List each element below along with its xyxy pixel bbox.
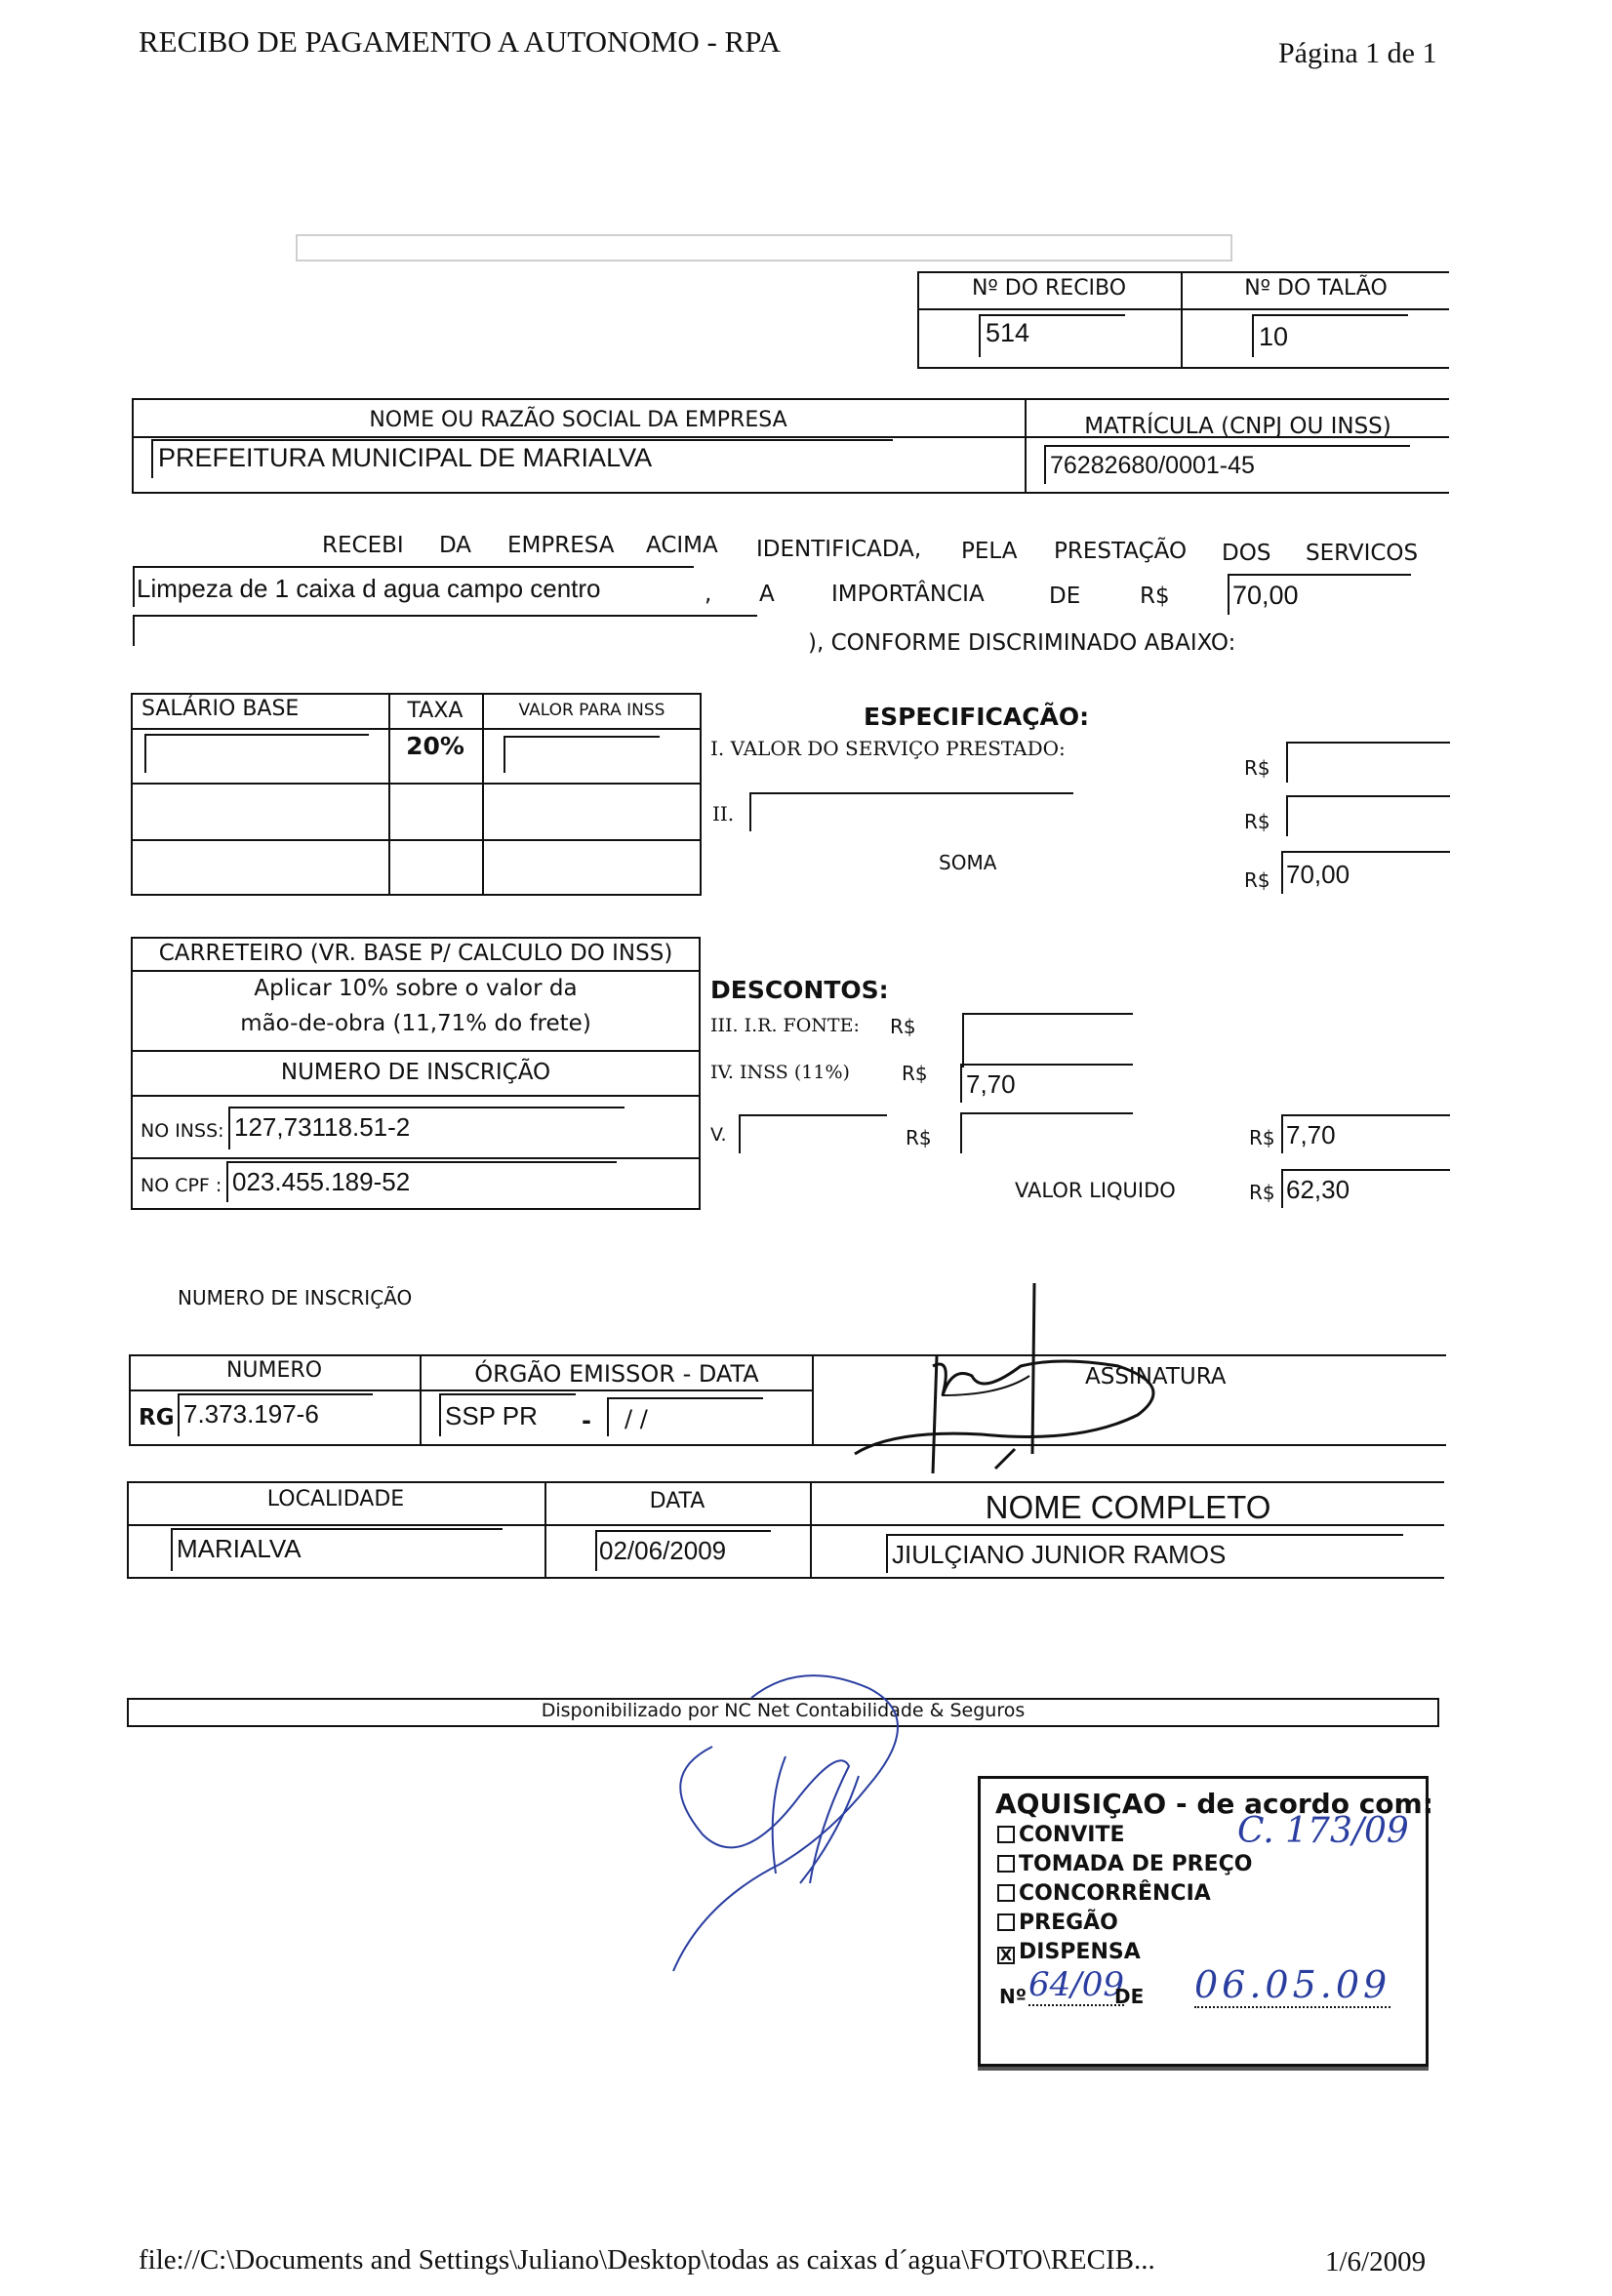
faint-box <box>296 234 1232 262</box>
nome-completo-label: NOME COMPLETO <box>985 1489 1271 1525</box>
orgao-date-separators: / / <box>625 1405 648 1432</box>
service-description-value: Limpeza de 1 caixa d agua campo centro <box>137 574 601 603</box>
taxa-header: TAXA <box>407 699 463 723</box>
numero-label: NUMERO <box>225 1358 323 1383</box>
page-indicator: Página 1 de 1 <box>1278 37 1437 69</box>
spec-rs-1: R$ <box>1244 756 1270 780</box>
statement-word: PELA <box>961 539 1018 564</box>
provider-text: Disponibilizado por NC Net Contabilidade & Seguros <box>541 1700 1026 1721</box>
ir-fonte-rs: R$ <box>890 1015 916 1038</box>
stamp-option-concorrencia <box>997 1881 1211 1906</box>
receipt-number-value: 514 <box>986 318 1030 347</box>
stamp-option-label: PREGÃO <box>1019 1911 1118 1935</box>
stamp-number-value: 64/09 <box>1028 1965 1124 2004</box>
statement-a: A <box>759 582 775 607</box>
talao-number-value: 10 <box>1259 322 1289 351</box>
inss-discount-value: 7,70 <box>966 1069 1016 1099</box>
statement-comma: , <box>705 582 712 607</box>
statement-word: IDENTIFICADA, <box>756 537 922 562</box>
ir-fonte-label: III. I.R. FONTE: <box>710 1015 860 1036</box>
spec-rs-2: R$ <box>1244 810 1270 833</box>
nome-completo-value: JIULÇIANO JUNIOR RAMOS <box>892 1540 1227 1569</box>
stamp-option-label: TOMADA DE PREÇO <box>1019 1852 1253 1876</box>
valor-liquido-label: VALOR LIQUIDO <box>1015 1179 1176 1202</box>
stamp-option-convite <box>997 1823 1125 1847</box>
rg-label: RG <box>139 1405 175 1430</box>
discount-total-value: 7,70 <box>1286 1120 1336 1149</box>
stamp-option-dispensa <box>997 1940 1141 1964</box>
checked-checkbox-icon: X <box>997 1947 1015 1964</box>
discount-v-rs: R$ <box>906 1126 932 1149</box>
spec-item-2-label: II. <box>712 802 735 826</box>
stamp-option-label: CONCORRÊNCIA <box>1019 1881 1211 1906</box>
valor-liquido-value: 62,30 <box>1286 1175 1350 1204</box>
checkbox-icon <box>997 1884 1015 1902</box>
stamp-number-label: Nº <box>999 1985 1028 2008</box>
orgao-emissor-label: ÓRGÃO EMISSOR - DATA <box>474 1360 759 1388</box>
stamp-de-label: DE <box>1114 1985 1145 2008</box>
stamp-date-value: 06.05.09 <box>1194 1963 1391 2006</box>
orgao-dash: - <box>582 1407 591 1434</box>
inss-discount-label: IV. INSS (11%) <box>710 1062 850 1083</box>
specification-title: ESPECIFICAÇÃO: <box>864 703 1090 731</box>
statement-importancia: IMPORTÂNCIA <box>831 582 985 607</box>
discount-v-label: V. <box>710 1124 727 1146</box>
statement-word: EMPRESA <box>507 533 615 558</box>
assinatura-label: ASSINATURA <box>1085 1364 1227 1390</box>
cpf-value: 023.455.189-52 <box>232 1167 411 1196</box>
file-path: file://C:\Documents and Settings\Juliano\Desktop\todas as caixas d´agua\FOTO\RECIB... <box>139 2244 1155 2276</box>
stamp-handwritten-code: C. 173/09 <box>1237 1811 1409 1851</box>
valor-liquido-rs: R$ <box>1249 1181 1275 1204</box>
statement-word: DOS <box>1222 541 1271 566</box>
checkbox-icon <box>997 1855 1015 1873</box>
stamp-title: AQUISIÇAO - de acordo com: <box>995 1788 1433 1820</box>
taxa-value: 20% <box>406 732 464 760</box>
checkbox-icon <box>997 1913 1015 1931</box>
signature <box>800 1278 1210 1483</box>
company-name-value: PREFEITURA MUNICIPAL DE MARIALVA <box>158 443 653 472</box>
soma-value: 70,00 <box>1286 860 1350 889</box>
company-matricula-label: MATRÍCULA (CNPJ OU INSS) <box>1084 414 1391 439</box>
handwritten-scribble <box>566 1639 976 1991</box>
receipt-number-label: Nº DO RECIBO <box>971 276 1127 301</box>
descontos-title: DESCONTOS: <box>710 976 889 1004</box>
amount-value: 70,00 <box>1232 581 1299 610</box>
inss-number-value: 127,73118.51-2 <box>234 1112 411 1142</box>
stamp-option-tomada <box>997 1852 1252 1876</box>
orgao-emissor-value: SSP PR <box>445 1401 538 1430</box>
carreteiro-title: CARRETEIRO (VR. BASE P/ CALCULO DO INSS) <box>158 941 673 966</box>
valor-inss-header: VALOR PARA INSS <box>518 701 665 720</box>
localidade-value: MARIALVA <box>177 1534 302 1563</box>
salary-table <box>131 693 702 896</box>
checkbox-icon <box>997 1826 1015 1843</box>
discount-total-rs: R$ <box>1249 1126 1275 1149</box>
carreteiro-inscricao: NUMERO DE INSCRIÇÃO <box>280 1060 551 1085</box>
salary-base-header: SALÁRIO BASE <box>141 697 300 721</box>
document-title: RECIBO DE PAGAMENTO A AUTONOMO - RPA <box>139 24 782 59</box>
statement-word: ACIMA <box>646 533 718 558</box>
company-name-label: NOME OU RAZÃO SOCIAL DA EMPRESA <box>369 408 787 432</box>
inss-number-label: NO INSS: <box>141 1120 224 1142</box>
stamp-option-pregao <box>997 1911 1118 1935</box>
stamp-option-label: DISPENSA <box>1019 1940 1141 1964</box>
soma-label: SOMA <box>939 851 997 874</box>
soma-rs: R$ <box>1244 868 1270 892</box>
data-label: DATA <box>649 1489 705 1513</box>
cpf-label: NO CPF : <box>141 1175 222 1196</box>
carreteiro-line-2: mão-de-obra (11,71% do frete) <box>240 1011 591 1036</box>
statement-de: DE <box>1049 584 1081 609</box>
statement-word: DA <box>439 533 472 558</box>
rg-value: 7.373.197-6 <box>183 1399 319 1429</box>
inss-discount-rs: R$ <box>902 1062 928 1085</box>
statement-word: PRESTAÇÃO <box>1054 539 1188 564</box>
stamp-option-label: CONVITE <box>1019 1823 1125 1847</box>
print-date: 1/6/2009 <box>1325 2246 1427 2277</box>
statement-word: RECEBI <box>322 533 404 558</box>
company-matricula-value: 76282680/0001-45 <box>1050 452 1255 479</box>
statement-tail: ), CONFORME DISCRIMINADO ABAIXO: <box>808 630 1236 656</box>
talao-number-label: Nº DO TALÃO <box>1244 276 1388 301</box>
service-value-label: I. VALOR DO SERVIÇO PRESTADO: <box>710 737 1066 760</box>
statement-word: SERVICOS <box>1306 541 1419 566</box>
identification-heading: NUMERO DE INSCRIÇÃO <box>178 1286 413 1309</box>
localidade-label: LOCALIDADE <box>266 1487 405 1511</box>
data-value: 02/06/2009 <box>599 1536 727 1565</box>
statement-rs: R$ <box>1140 584 1170 609</box>
carreteiro-line-1: Aplicar 10% sobre o valor da <box>254 976 578 1001</box>
